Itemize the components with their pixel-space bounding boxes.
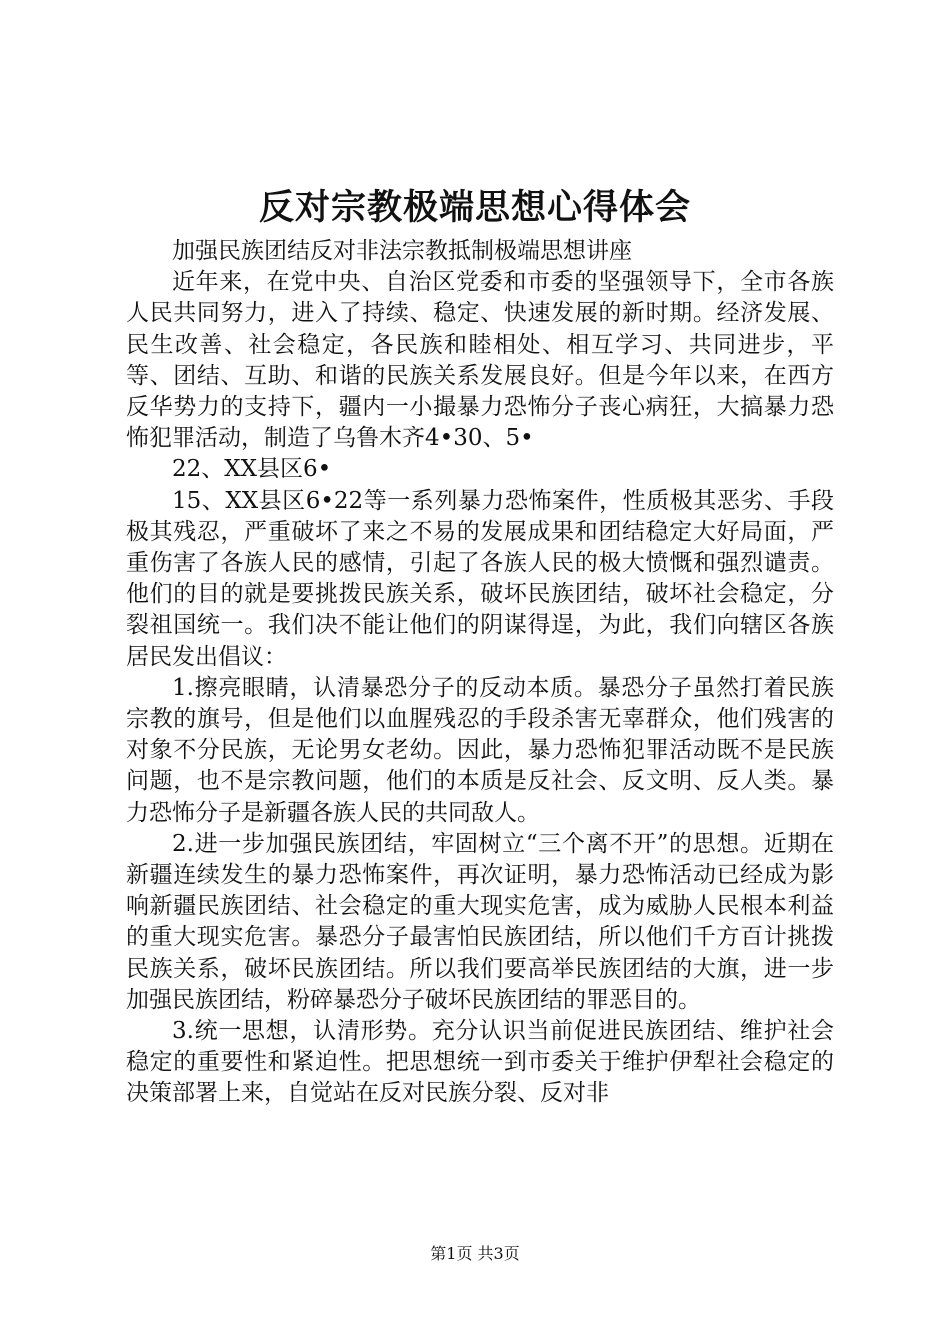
paragraph-date-fragment: 22、XX县区6• [172,456,332,483]
document-title: 反对宗教极端思想心得体会 [258,187,691,228]
document-body [126,236,834,1110]
paragraph-point-2: 2.进一步加强民族团结，牢固树立“三个离不开”的思想。近期在新疆连续发生的暴力恐怖案件，再次证明，暴力恐怖活动已经成为影响新疆民族团结、社会稳定的重大现实危害，成为威胁人民根本利益的重大现实危害。暴恐分子最害怕民族团结，所以他们千方百计挑拨民族关系，破坏民族团结。所以我们要高举民族团结的大旗，进一步加强民族团结，粉碎暴恐分子破坏民族团结的罪恶目的。 [126,830,834,1013]
paragraph-subtitle: 加强民族团结反对非法宗教抵制极端思想讲座 [172,238,632,264]
paragraph-intro: 近年来，在党中央、自治区党委和市委的坚强领导下，全市各族人民共同努力，进入了持续、稳定、快速发展的新时期。经济发展、民生改善、社会稳定，各民族和睦相处、相互学习、共同进步，平等、团结、互助、和谐的民族关系发展良好。但是今年以来，在西方反华势力的支持下，疆内一小撮暴力恐怖分子丧心病狂，大搞暴力恐怖犯罪活动，制造了乌鲁木齐4•30、5• [126,269,834,452]
paragraph-point-3: 3.统一思想，认清形势。充分认识当前促进民族团结、维护社会稳定的重要性和紧迫性。把思想统一到市委关于维护伊犁社会稳定的决策部署上来，自觉站在反对民族分裂、反对非 [126,1018,834,1107]
page-number-footer: 第1页 共3页 [430,1244,520,1263]
paragraph-point-1: 1.擦亮眼睛，认清暴恐分子的反动本质。暴恐分子虽然打着民族宗教的旗号，但是他们以血腥残忍的手段杀害无辜群众，他们残害的对象不分民族，无论男女老幼。因此，暴力恐怖犯罪活动既不是民族问题，也不是宗教问题，他们的本质是反社会、反文明、反人类。暴力恐怖分子是新疆各族人民的共同敌人。 [126,674,834,826]
paragraph-incidents: 15、XX县区6•22等一系列暴力恐怖案件，性质极其恶劣、手段极其残忍，严重破坏了来之不易的发展成果和团结稳定大好局面，严重伤害了各族人民的感情，引起了各族人民的极大愤慨和强烈谴责。他们的目的就是要挑拨民族关系，破坏民族团结，破坏社会稳定，分裂祖国统一。我们决不能让他们的阴谋得逞，为此，我们向辖区各族居民发出倡议： [126,487,834,670]
